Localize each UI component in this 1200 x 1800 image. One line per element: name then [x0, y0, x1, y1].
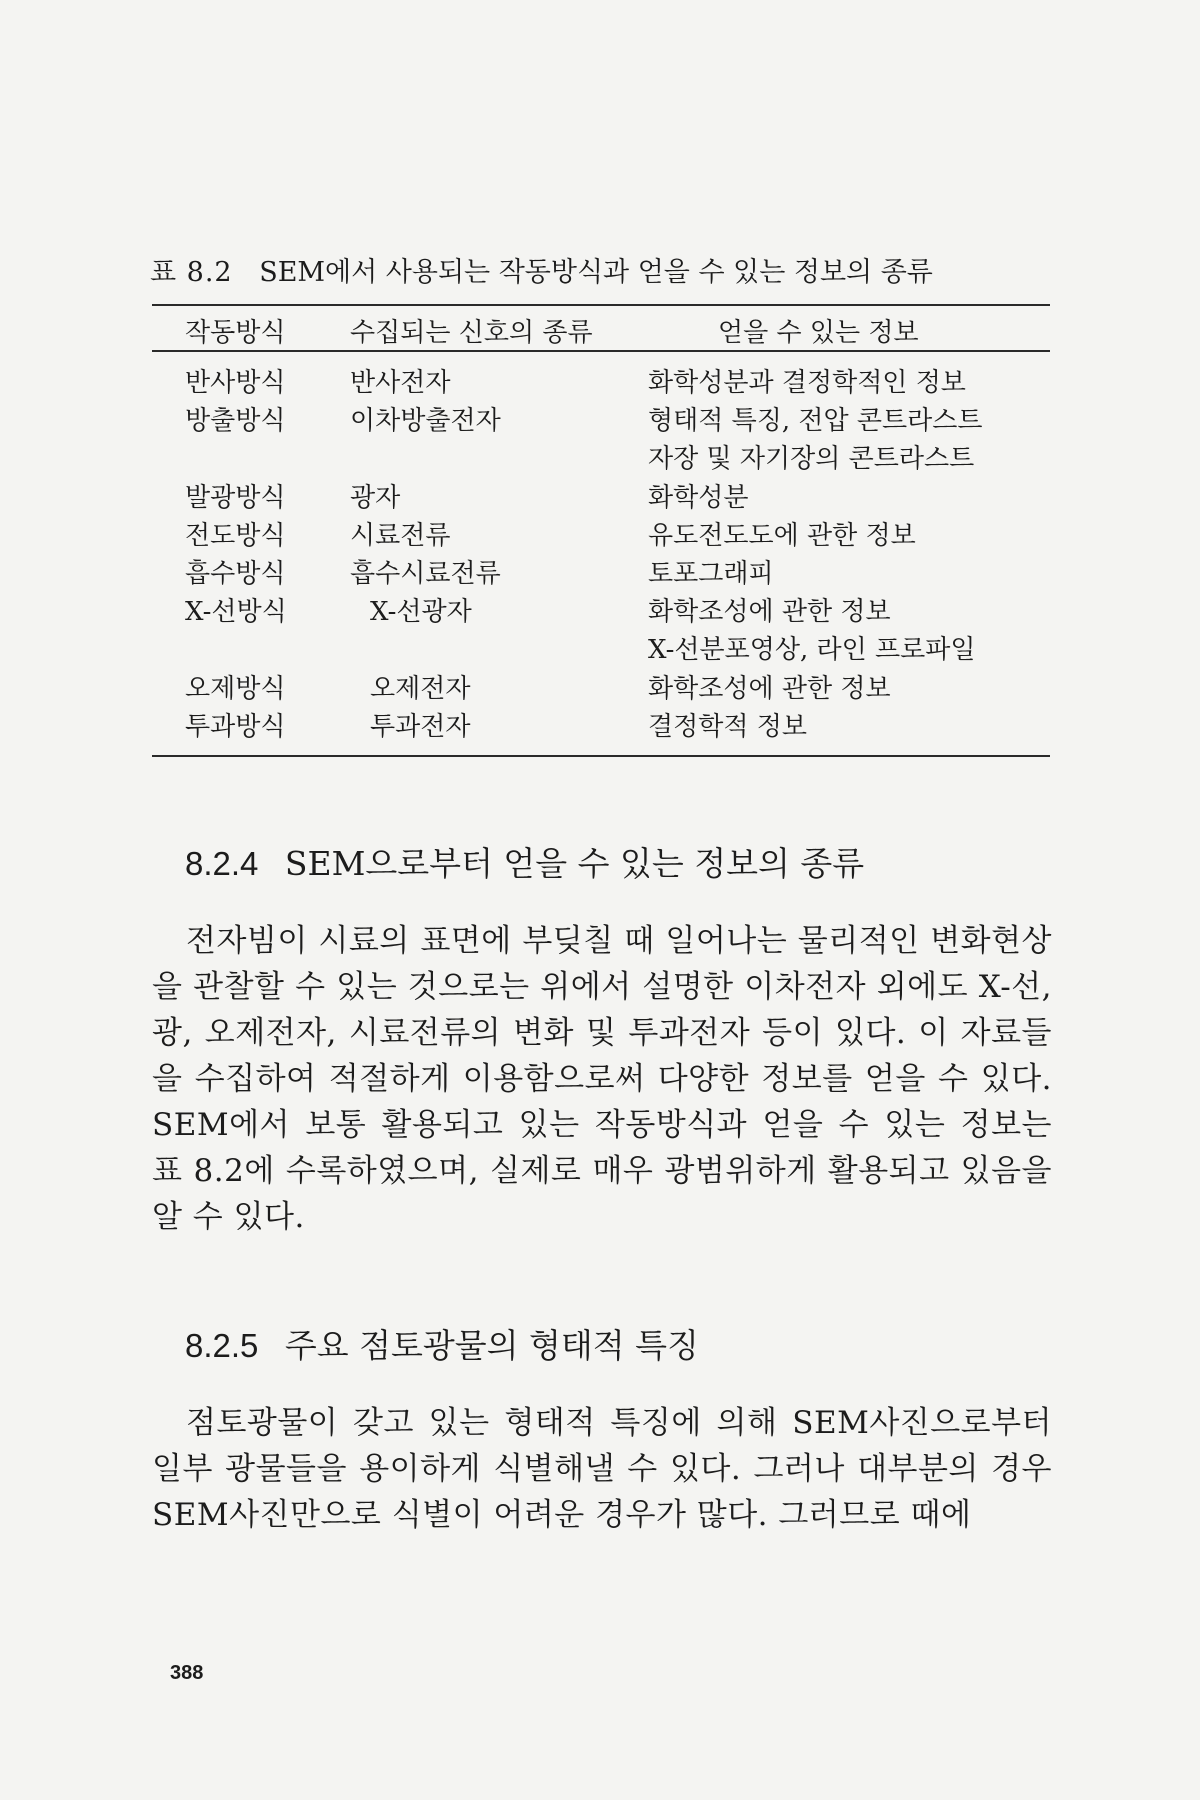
cell-signal: 광자 [350, 483, 401, 513]
body-paragraph: 점토광물이 갖고 있는 형태적 특징에 의해 SEM사진으로부터 일부 광물들을 용이하게 식별해낼 수 있다. 그러나 대부분의 경우 SEM사진만으로 식별이 어려운 경우가 많다. 그러므로 때에 [152, 1405, 1052, 1533]
cell-info: 화학성분 [648, 483, 749, 513]
cell-signal: 이차방출전자 [350, 406, 501, 436]
table-row [0, 591, 1200, 629]
section-heading [185, 838, 864, 885]
cell-mode: 방출방식 [185, 406, 286, 436]
table-row [0, 362, 1200, 400]
cell-info: 화학조성에 관한 정보 [648, 674, 891, 704]
section-number: 8.2.5 [185, 1327, 259, 1364]
section-title: SEM으로부터 얻을 수 있는 정보의 종류 [284, 844, 865, 883]
table-bottom-rule [152, 755, 1050, 757]
table-row [0, 438, 1200, 476]
section-title: 주요 점토광물의 형태적 특징 [284, 1326, 699, 1365]
cell-info: 자장 및 자기장의 콘트라스트 [648, 444, 975, 474]
cell-mode: 흡수방식 [185, 559, 286, 589]
cell-signal: X-선광자 [370, 597, 472, 627]
body-paragraph: 전자빔이 시료의 표면에 부딪칠 때 일어나는 물리적인 변화현상을 관찰할 수 있는 것으로는 위에서 설명한 이차전자 외에도 X-선, 광, 오제전자, 시료전류의 변화 및 투과전자 등이 있다. 이 자료들을 수집하여 적절하게 이용함으로써 다양한 정보를 얻을 수 있다. SEM에서 보통 활용되고 있는 작동방식과 얻을 수 있는 정보는 표 8.2에 수록하였으며, 실제로 매우 광범위하게 활용되고 있음을 알 수 있다. [152, 923, 1052, 1235]
cell-info: 유도전도도에 관한 정보 [648, 521, 916, 551]
cell-info: 화학조성에 관한 정보 [648, 597, 891, 627]
cell-info: X-선분포영상, 라인 프로파일 [648, 635, 976, 665]
table-row [0, 477, 1200, 515]
section-number: 8.2.4 [185, 845, 259, 882]
header-mode: 작동방식 [185, 318, 286, 348]
page-number: 388 [170, 1662, 204, 1684]
cell-info: 결정학적 정보 [648, 712, 807, 742]
header-signal: 수집되는 신호의 종류 [350, 318, 593, 348]
cell-signal: 흡수시료전류 [350, 559, 501, 589]
cell-signal: 오제전자 [370, 674, 471, 704]
table-row [0, 706, 1200, 744]
table-row [0, 400, 1200, 438]
section-heading [185, 1320, 699, 1367]
cell-mode: X-선방식 [185, 597, 287, 627]
cell-signal: 투과전자 [370, 712, 471, 742]
table-caption-number: 표 8.2 [150, 257, 233, 288]
table-row [0, 553, 1200, 591]
cell-info: 화학성분과 결정학적인 정보 [648, 368, 966, 398]
cell-info: 형태적 특징, 전압 콘트라스트 [648, 406, 983, 436]
table-header-rule [152, 350, 1050, 352]
cell-signal: 시료전류 [350, 521, 451, 551]
table-row [0, 668, 1200, 706]
cell-signal: 반사전자 [350, 368, 451, 398]
table-row [0, 629, 1200, 667]
table-caption [150, 250, 1050, 289]
cell-mode: 발광방식 [185, 483, 286, 513]
table-caption-text: SEM에서 사용되는 작동방식과 얻을 수 있는 정보의 종류 [259, 257, 933, 288]
cell-mode: 오제방식 [185, 674, 286, 704]
cell-mode: 투과방식 [185, 712, 286, 742]
cell-info: 토포그래피 [648, 559, 774, 589]
cell-mode: 전도방식 [185, 521, 286, 551]
table-top-rule [152, 304, 1050, 306]
table-row [0, 515, 1200, 553]
header-info: 얻을 수 있는 정보 [718, 318, 919, 348]
cell-mode: 반사방식 [185, 368, 286, 398]
